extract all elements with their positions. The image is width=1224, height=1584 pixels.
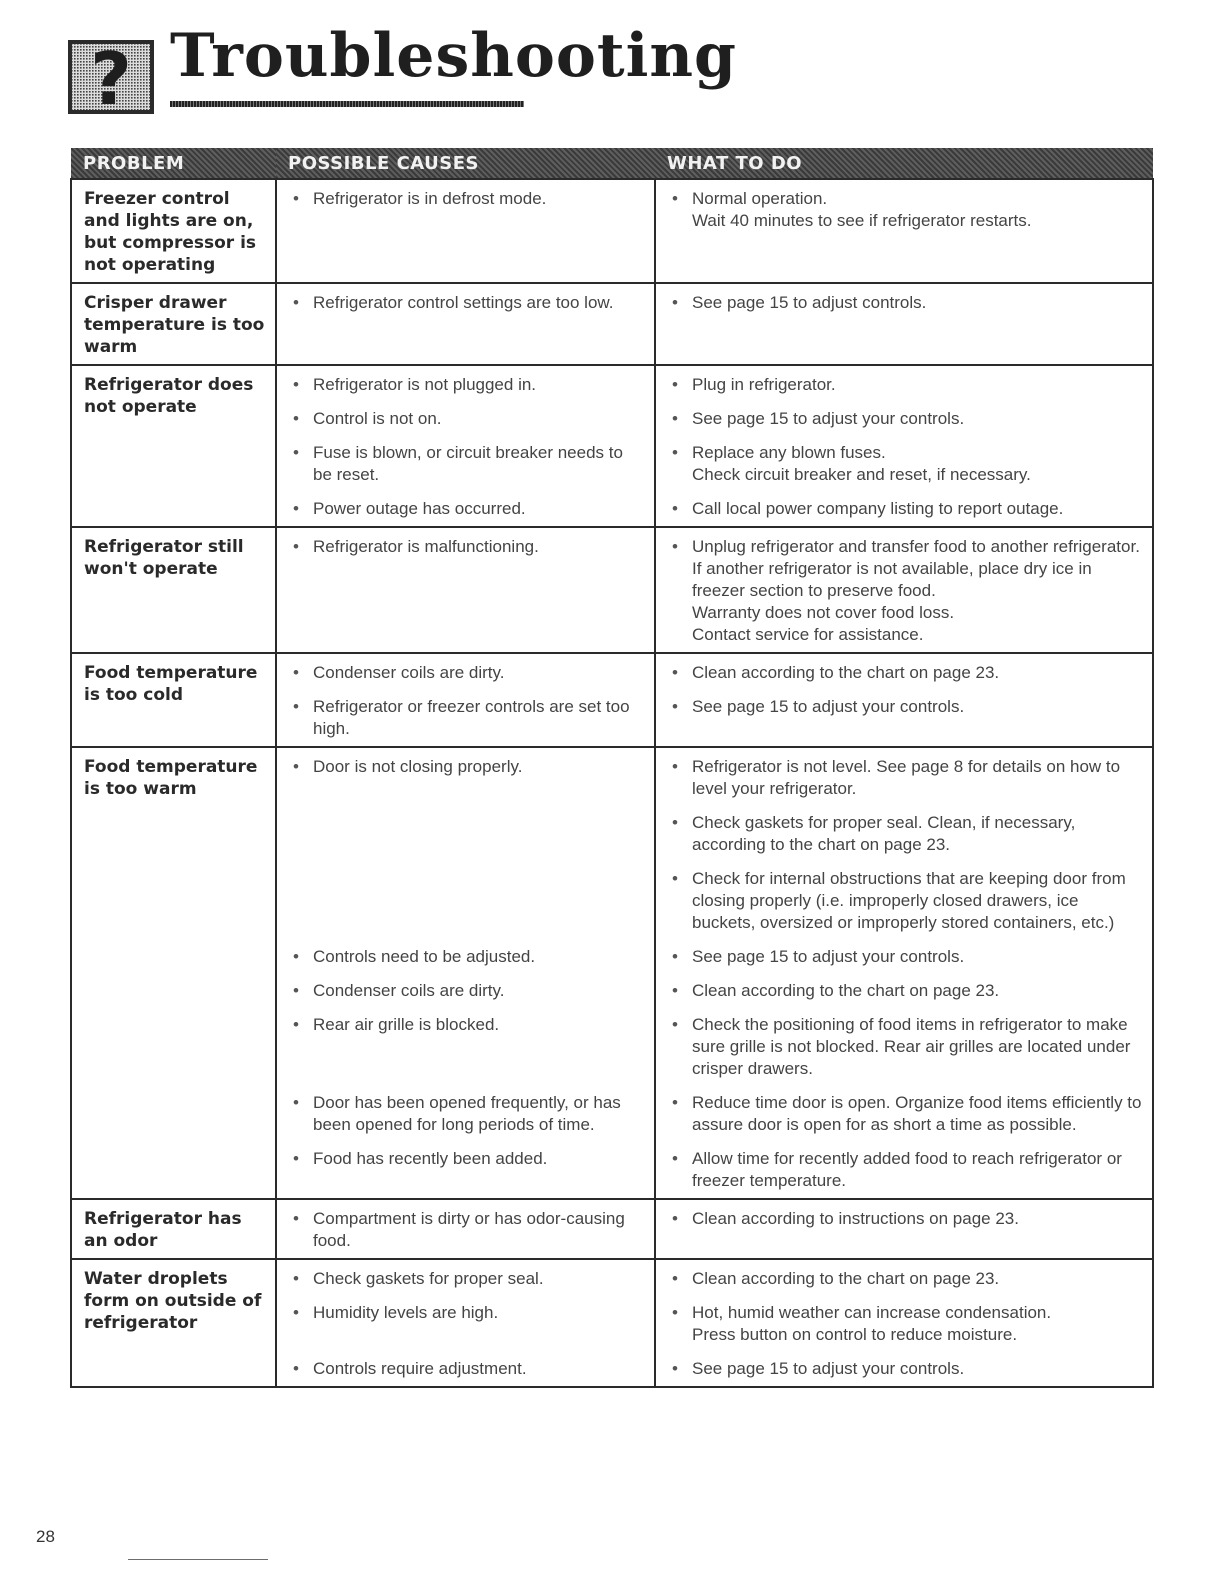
problem-cell: Refrigerator still won't operate (71, 527, 276, 653)
bullet-icon: • (672, 1149, 678, 1168)
what-to-do-cell (655, 653, 1153, 747)
problem-cell: Crisper drawer temperature is too warm (71, 283, 276, 365)
bullet-icon: • (672, 869, 678, 888)
possible-causes-cell (276, 1259, 655, 1387)
remedy-item (672, 536, 1142, 646)
footer-rule (128, 1559, 268, 1560)
table-row (71, 1199, 1153, 1259)
possible-causes-cell (276, 365, 655, 527)
possible-causes-cell (276, 1199, 655, 1259)
bullet-icon: • (293, 443, 299, 462)
remedy-item-text: Hot, humid weather can increase condensation. Press button on control to reduce moisture. (692, 1303, 1052, 1344)
cause-item (293, 408, 644, 430)
bullet-icon: • (672, 1359, 678, 1378)
remedy-item-text: Replace any blown fuses. Check circuit breaker and reset, if necessary. (692, 443, 1031, 484)
remedy-item-text: See page 15 to adjust your controls. (692, 947, 965, 966)
what-to-do-cell (655, 747, 1153, 1199)
table-row (71, 527, 1153, 653)
bullet-icon: • (293, 499, 299, 518)
remedy-item-text: See page 15 to adjust your controls. (692, 1359, 965, 1378)
cause-item-text: Condenser coils are dirty. (313, 981, 505, 1000)
bullet-icon: • (672, 663, 678, 682)
remedy-item (672, 498, 1142, 520)
cause-item (293, 662, 644, 684)
problem-cell: Food temperature is too cold (71, 653, 276, 747)
possible-causes-cell (276, 283, 655, 365)
possible-causes-cell (276, 747, 655, 1199)
remedy-item (672, 1208, 1142, 1252)
column-header-what-to-do: WHAT TO DO (655, 148, 1153, 179)
bullet-icon (293, 868, 313, 934)
cause-item (293, 868, 644, 934)
remedy-item-text: Refrigerator is not level. See page 8 for details on how to level your refrigerator. (692, 757, 1121, 798)
bullet-icon: • (293, 757, 299, 776)
cause-item-text: Power outage has occurred. (313, 499, 526, 518)
bullet-icon: • (293, 663, 299, 682)
bullet-icon: • (293, 1303, 299, 1322)
bullet-icon: • (672, 375, 678, 394)
cause-item (293, 1014, 644, 1080)
bullet-icon (293, 812, 313, 856)
cause-item (293, 980, 644, 1002)
remedy-item-text: Check the positioning of food items in refrigerator to make sure grille is not blocked. Rear air grilles are located under crisper drawers. (692, 1015, 1131, 1078)
problem-cell: Freezer control and lights are on, but compressor is not operating (71, 179, 276, 283)
remedy-item-text: Plug in refrigerator. (692, 375, 836, 394)
column-header-possible-causes: POSSIBLE CAUSES (276, 148, 655, 179)
what-to-do-cell (655, 1199, 1153, 1259)
remedy-item-text: Clean according to the chart on page 23. (692, 663, 1000, 682)
column-header-problem: PROBLEM (71, 148, 276, 179)
cause-item-text (313, 868, 644, 934)
bullet-icon: • (293, 1359, 299, 1378)
question-mark-icon (68, 40, 154, 114)
remedy-item-text: Reduce time door is open. Organize food items efficiently to assure door is open for as short a time as possible. (692, 1093, 1142, 1134)
remedy-item (672, 188, 1142, 232)
cause-item (293, 1358, 644, 1380)
bullet-icon: • (672, 537, 678, 556)
cause-item-text: Refrigerator is in defrost mode. (313, 189, 547, 208)
table-header-row (71, 148, 1153, 179)
bullet-icon: • (672, 1093, 678, 1112)
cause-item-text: Controls need to be adjusted. (313, 947, 536, 966)
bullet-icon: • (672, 813, 678, 832)
cause-item-text: Door is not closing properly. (313, 757, 523, 776)
cause-item-text: Condenser coils are dirty. (313, 663, 505, 682)
troubleshooting-table (70, 148, 1152, 1388)
cause-item-text: Door has been opened frequently, or has been opened for long periods of time. (313, 1093, 621, 1134)
cause-item-text: Food has recently been added. (313, 1149, 548, 1168)
title-underline (170, 101, 524, 107)
cause-item (293, 696, 644, 740)
remedy-item-text: Normal operation. Wait 40 minutes to see if refrigerator restarts. (692, 189, 1032, 230)
bullet-icon: • (672, 1209, 678, 1228)
cause-item (293, 756, 644, 800)
remedy-item (672, 756, 1142, 800)
cause-item (293, 1092, 644, 1136)
bullet-icon: • (672, 981, 678, 1000)
bullet-icon: • (672, 1015, 678, 1034)
table-row (71, 179, 1153, 283)
bullet-icon: • (293, 1209, 299, 1228)
remedy-item (672, 980, 1142, 1002)
cause-item-text: Control is not on. (313, 409, 442, 428)
remedy-item-text: Call local power company listing to report outage. (692, 499, 1064, 518)
cause-item-text: Humidity levels are high. (313, 1303, 499, 1322)
remedy-item (672, 1268, 1142, 1290)
remedy-item (672, 1092, 1142, 1136)
bullet-icon: • (672, 293, 678, 312)
cause-item (293, 1208, 644, 1252)
cause-item-text: Fuse is blown, or circuit breaker needs to be reset. (313, 443, 623, 484)
remedy-item (672, 1014, 1142, 1080)
bullet-icon: • (293, 1015, 299, 1034)
cause-item-text (313, 812, 644, 856)
remedy-item (672, 946, 1142, 968)
cause-item (293, 536, 644, 646)
cause-item (293, 1148, 644, 1192)
cause-item-text: Refrigerator control settings are too low. (313, 293, 614, 312)
bullet-icon: • (672, 1303, 678, 1322)
problem-cell: Refrigerator does not operate (71, 365, 276, 527)
table-row (71, 747, 1153, 1199)
remedy-item-text: Unplug refrigerator and transfer food to another refrigerator. If another refrigerator is not available, place dry ice in freezer section to preserve food. Warranty does not cover food loss. Contact service for assistance. (692, 537, 1140, 644)
what-to-do-cell (655, 179, 1153, 283)
bullet-icon: • (293, 375, 299, 394)
bullet-icon: • (672, 947, 678, 966)
bullet-icon: • (672, 757, 678, 776)
cause-item (293, 374, 644, 396)
problem-cell: Food temperature is too warm (71, 747, 276, 1199)
remedy-item-text: See page 15 to adjust your controls. (692, 409, 965, 428)
cause-item (293, 498, 644, 520)
remedy-item-text: See page 15 to adjust controls. (692, 293, 927, 312)
bullet-icon: • (293, 697, 299, 716)
remedy-item (672, 696, 1142, 740)
table-row (71, 653, 1153, 747)
remedy-item (672, 1148, 1142, 1192)
table-row (71, 365, 1153, 527)
bullet-icon: • (672, 189, 678, 208)
cause-item (293, 946, 644, 968)
cause-item-text: Refrigerator or freezer controls are set too high. (313, 697, 630, 738)
problem-cell: Water droplets form on outside of refrigerator (71, 1259, 276, 1387)
remedy-item (672, 408, 1142, 430)
remedy-item-text: Check for internal obstructions that are keeping door from closing properly (i.e. improperly closed drawers, ice buckets, oversized or improperly stored containers, etc.) (692, 869, 1126, 932)
possible-causes-cell (276, 527, 655, 653)
cause-item-text: Rear air grille is blocked. (313, 1015, 500, 1034)
remedy-item-text: See page 15 to adjust your controls. (692, 697, 965, 716)
bullet-icon: • (293, 537, 299, 556)
bullet-icon: • (293, 189, 299, 208)
bullet-icon: • (672, 409, 678, 428)
remedy-item (672, 442, 1142, 486)
possible-causes-cell (276, 653, 655, 747)
cause-item (293, 1268, 644, 1290)
what-to-do-cell (655, 365, 1153, 527)
bullet-icon: • (293, 409, 299, 428)
what-to-do-cell (655, 527, 1153, 653)
remedy-item (672, 1302, 1142, 1346)
what-to-do-cell (655, 283, 1153, 365)
page-number: 28 (36, 1527, 55, 1546)
bullet-icon: • (293, 1269, 299, 1288)
bullet-icon: • (293, 981, 299, 1000)
remedy-item (672, 812, 1142, 856)
remedy-item-text: Clean according to the chart on page 23. (692, 981, 1000, 1000)
bullet-icon: • (293, 1093, 299, 1112)
bullet-icon: • (293, 293, 299, 312)
table-row (71, 283, 1153, 365)
svg-text:?: ? (90, 40, 132, 114)
problem-cell: Refrigerator has an odor (71, 1199, 276, 1259)
remedy-item-text: Check gaskets for proper seal. Clean, if necessary, according to the chart on page 23. (692, 813, 1076, 854)
bullet-icon: • (672, 1269, 678, 1288)
remedy-item (672, 292, 1142, 314)
remedy-item (672, 1358, 1142, 1380)
cause-item-text: Compartment is dirty or has odor-causing food. (313, 1209, 625, 1250)
cause-item (293, 1302, 644, 1346)
cause-item (293, 442, 644, 486)
bullet-icon: • (293, 1149, 299, 1168)
cause-item-text: Refrigerator is malfunctioning. (313, 537, 539, 556)
remedy-item-text: Allow time for recently added food to reach refrigerator or freezer temperature. (692, 1149, 1122, 1190)
bullet-icon: • (672, 697, 678, 716)
page-title: Troubleshooting (170, 21, 737, 91)
table-row (71, 1259, 1153, 1387)
bullet-icon: • (672, 499, 678, 518)
what-to-do-cell (655, 1259, 1153, 1387)
possible-causes-cell (276, 179, 655, 283)
remedy-item-text: Clean according to instructions on page 23. (692, 1209, 1019, 1228)
cause-item (293, 292, 644, 314)
remedy-item (672, 868, 1142, 934)
cause-item (293, 812, 644, 856)
bullet-icon: • (293, 947, 299, 966)
bullet-icon: • (672, 443, 678, 462)
remedy-item (672, 374, 1142, 396)
cause-item-text: Controls require adjustment. (313, 1359, 527, 1378)
cause-item-text: Check gaskets for proper seal. (313, 1269, 544, 1288)
remedy-item-text: Clean according to the chart on page 23. (692, 1269, 1000, 1288)
cause-item (293, 188, 644, 232)
remedy-item (672, 662, 1142, 684)
cause-item-text: Refrigerator is not plugged in. (313, 375, 537, 394)
